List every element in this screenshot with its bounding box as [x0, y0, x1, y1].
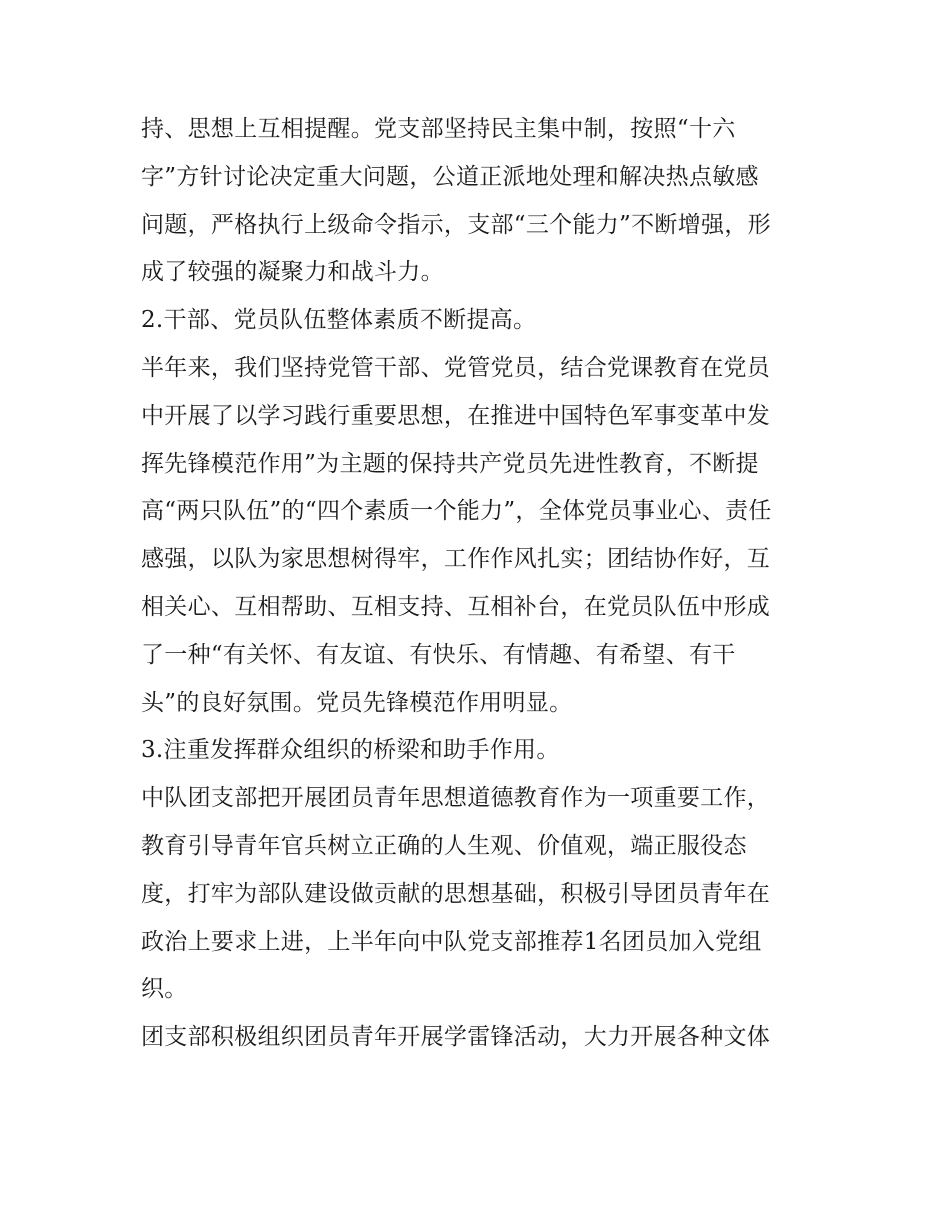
text-line: 中队团支部把开展团员青年思想道德教育作为一项重要工作，	[141, 785, 771, 812]
document-body	[141, 106, 821, 1062]
text-line: 团支部积极组织团员青年开展学雷锋活动，大力开展各种文体	[141, 1024, 771, 1051]
text-line: 度，打牢为部队建设做贡献的思想基础，积极引导团员青年在	[141, 880, 771, 907]
text-line: 持、思想上互相提醒。党支部坚持民主集中制，按照“十六	[141, 116, 736, 142]
text-line: 感强，以队为家思想树得牢，工作作风扎实；团结协作好，互	[141, 546, 771, 573]
paragraph-lei-feng-activities	[141, 1014, 821, 1062]
text-line: 挥先锋模范作用”为主题的保持共产党员先进性教育，不断提	[141, 450, 759, 477]
text-line: 相关心、互相帮助、互相支持、互相补台，在党员队伍中形成	[141, 593, 771, 620]
text-line: 政治上要求上进，上半年向中队党支部推荐1名团员加入党组	[141, 928, 762, 955]
heading-line: 2.干部、党员队伍整体素质不断提高。	[141, 307, 537, 334]
text-line: 了一种“有关怀、有友谊、有快乐、有情趣、有希望、有干	[141, 641, 736, 668]
text-line: 教育引导青年官兵树立正确的人生观、价值观，端正服役态	[141, 832, 747, 859]
text-line: 头”的良好氛围。党员先锋模范作用明显。	[141, 689, 573, 716]
section-heading-3	[141, 727, 821, 775]
text-line: 成了较强的凝聚力和战斗力。	[141, 259, 444, 286]
text-line: 织。	[141, 976, 188, 1003]
section-heading-2	[141, 297, 821, 345]
text-line: 半年来，我们坚持党管干部、党管党员，结合党课教育在党员	[141, 354, 771, 381]
paragraph-cadre-quality	[141, 345, 821, 727]
paragraph-youth-league	[141, 775, 821, 1014]
text-line: 字”方针讨论决定重大问题，公道正派地处理和解决热点敏感	[141, 163, 759, 190]
text-line: 中开展了以学习践行重要思想，在推进中国特色军事变革中发	[141, 402, 771, 429]
text-line: 问题，严格执行上级命令指示，支部“三个能力”不断增强，形	[141, 211, 771, 238]
text-line: 高“两只队伍”的“四个素质一个能力”，全体党员事业心、责任	[141, 498, 772, 525]
heading-line: 3.注重发挥群众组织的桥梁和助手作用。	[141, 737, 560, 764]
paragraph-party-branch	[141, 106, 821, 297]
